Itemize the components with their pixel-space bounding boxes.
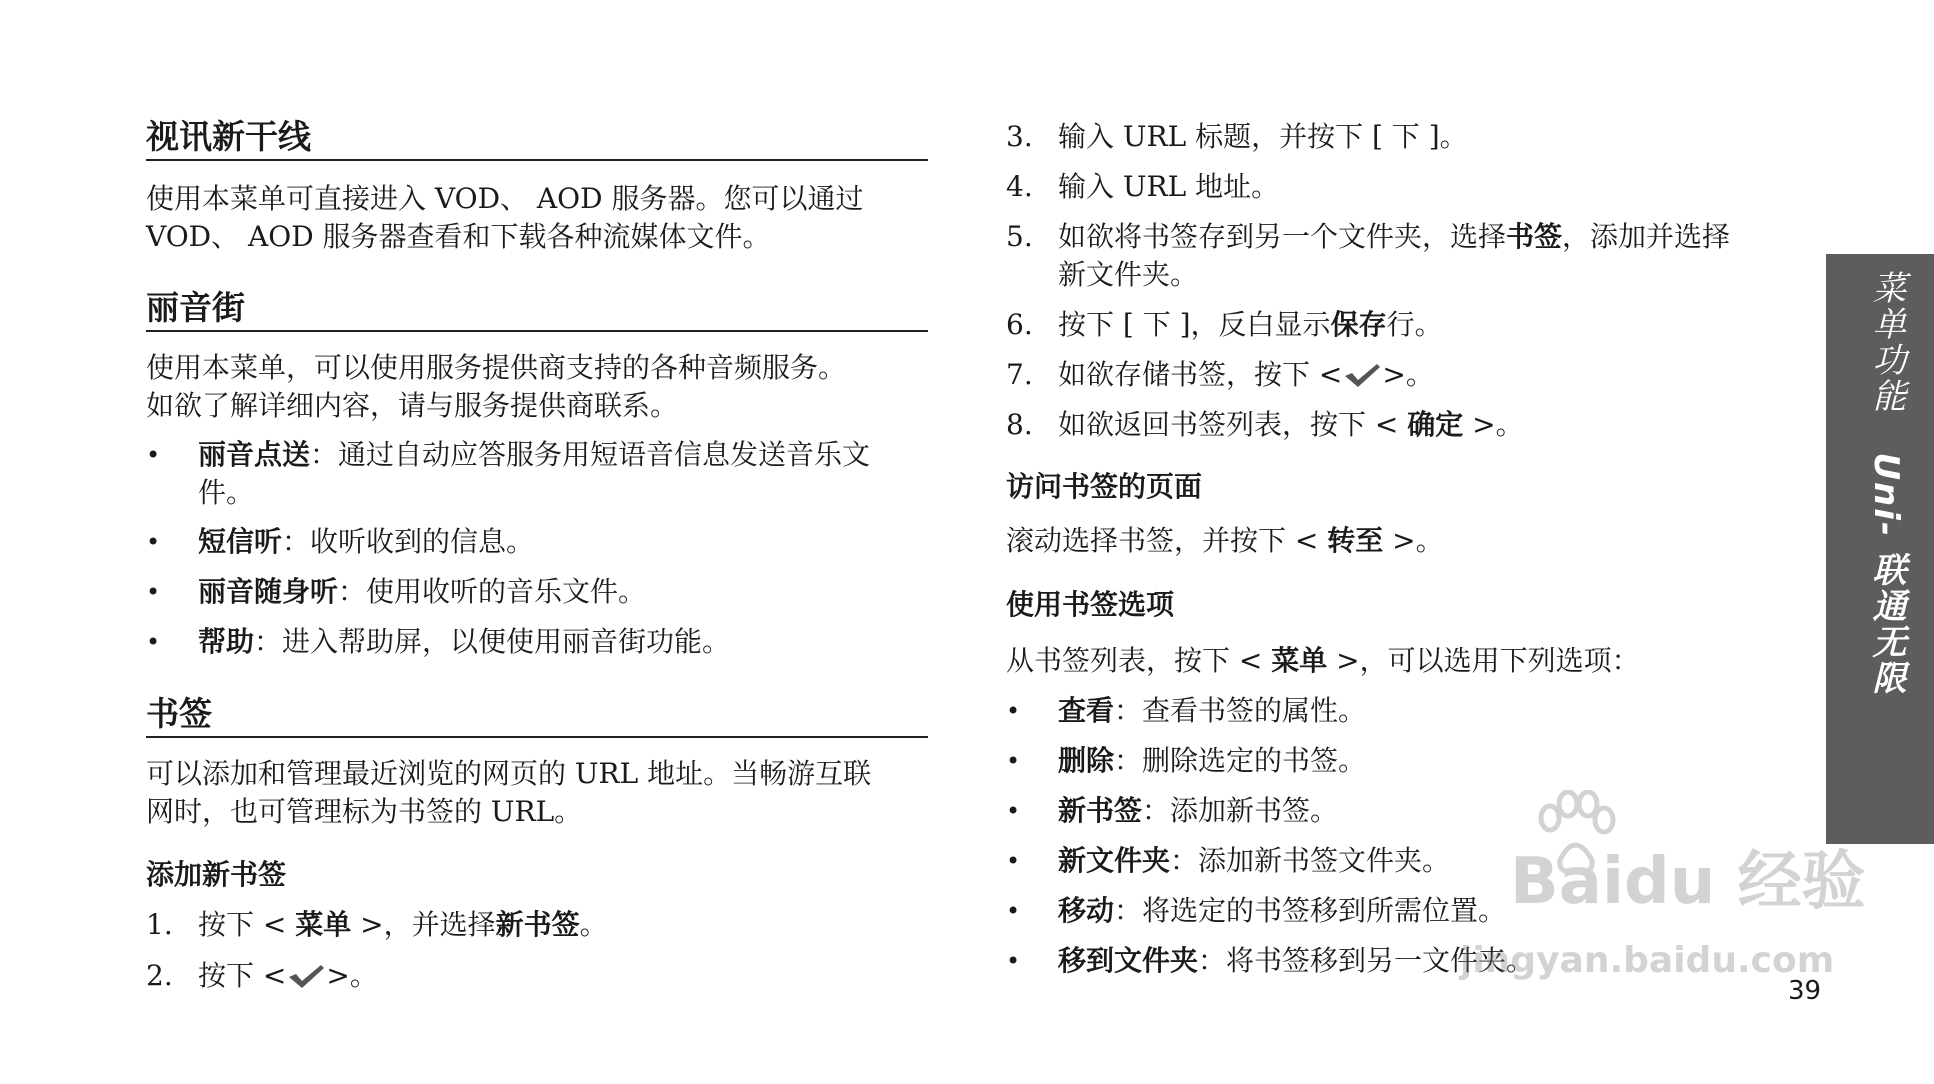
section-text-bookmarks: 可以添加和管理最近浏览的网页的 URL 地址。当畅游互联 网时，也可管理标为书签的 URL。 [146,757,872,828]
step-keyword: 菜单 [295,908,352,941]
item-keyword: 新文件夹 [1058,844,1171,877]
step-text: 按下 < [198,959,287,992]
check-icon [1342,361,1382,389]
item-text: ：删除选定的书签。 [1114,744,1367,777]
bullet: • [1006,947,1021,975]
step-number: 7. [1006,358,1033,391]
keyword: 转至 [1327,524,1384,557]
step-text: 按下 [ 下 ]，反白显示 [1058,308,1331,341]
item-keyword: 移动 [1058,894,1115,927]
item-keyword: 移到文件夹 [1058,944,1199,977]
step-number: 4. [1006,170,1033,203]
step-keyword: 书签 [1506,220,1563,253]
item-text: ：查看书签的属性。 [1114,694,1367,727]
step-number: 6. [1006,308,1033,341]
text: 从书签列表，按下 < [1006,644,1272,677]
bullet: • [1006,697,1021,725]
step-text: 行。 [1386,308,1443,341]
step-keyword: 新书签 [495,908,580,941]
bullet: • [1006,897,1021,925]
bullet: • [146,528,161,556]
step-keyword: 确定 [1407,408,1464,441]
chapter-side-tab [1826,254,1934,844]
bullet: • [1006,847,1021,875]
step-text: 如欲将书签存到另一个文件夹，选择 [1058,220,1507,253]
page-number: 39 [1788,976,1822,1006]
watermark-url: jingyan.baidu.com [1460,940,1835,981]
step-text: >。 [326,959,378,992]
item-text: ：通过自动应答服务用短语音信息发送音乐文 件。 [198,438,871,509]
section-text-music-street: 使用本菜单，可以使用服务提供商支持的各种音频服务。 如欲了解详细内容，请与服务提供商联系。 [146,351,847,422]
chapter-name: 菜单功能 [1866,270,1906,414]
bullet: • [1006,797,1021,825]
item-keyword: 新书签 [1058,794,1143,827]
bullet: • [146,441,161,469]
item-keyword: 帮助 [198,625,255,658]
step-number: 8. [1006,408,1033,441]
bullet: • [146,628,161,656]
item-text: ：使用收听的音乐文件。 [338,575,647,608]
text: >，可以选用下列选项： [1327,644,1640,677]
item-text: ：将选定的书签移到所需位置。 [1114,894,1507,927]
bullet: • [1006,747,1021,775]
item-text: ：将书签移到另一文件夹。 [1198,944,1535,977]
step-text: >。 [1382,358,1434,391]
text: 滚动选择书签，并按下 < [1006,524,1328,557]
section-title-bookmarks: 书签 [146,694,928,738]
section-title-music-street: 丽音街 [146,288,928,332]
section-title-video: 视讯新干线 [146,117,928,161]
step-number: 1. [146,908,173,941]
item-text: ：收听收到的信息。 [282,525,535,558]
bookmark-options-text [1006,642,1640,680]
subheading-visit-bookmark: 访问书签的页面 [1006,470,1203,503]
step-text: 如欲返回书签列表，按下 < [1058,408,1408,441]
section-name: Uni- 联通无限 [1866,452,1906,696]
step-text: 。 [579,908,608,941]
step-text: 如欲存储书签，按下 < [1058,358,1343,391]
step-keyword: 保存 [1330,308,1387,341]
section-text-video: 使用本菜单可直接进入 VOD、 AOD 服务器。您可以通过 VOD、 AOD 服务器查看和下载各种流媒体文件。 [146,182,864,253]
step-text: 输入 URL 标题，并按下 [ 下 ]。 [1058,120,1468,153]
item-text: ：进入帮助屏，以便使用丽音街功能。 [254,625,731,658]
step-number: 2. [146,959,173,992]
item-keyword: 查看 [1058,694,1115,727]
subheading-add-bookmark: 添加新书签 [146,858,287,891]
item-keyword: 丽音点送 [198,438,311,471]
item-keyword: 短信听 [198,525,283,558]
text: >。 [1383,524,1444,557]
step-text: >，并选择 [351,908,496,941]
step-number: 5. [1006,220,1033,253]
step-text: ，添加并选择 新文件夹。 [1058,220,1731,291]
item-keyword: 丽音随身听 [198,575,339,608]
step-text: 按下 < [198,908,296,941]
watermark-brand: Baidu 经验 [1510,845,1866,919]
check-icon [286,962,326,990]
keyword: 菜单 [1271,644,1328,677]
item-text: ：添加新书签。 [1142,794,1339,827]
item-keyword: 删除 [1058,744,1115,777]
bullet: • [146,578,161,606]
step-text: >。 [1463,408,1524,441]
step-text: 输入 URL 地址。 [1058,170,1280,203]
visit-bookmark-text [1006,522,1444,560]
chapter-side-label [1862,270,1911,696]
subheading-bookmark-options: 使用书签选项 [1006,588,1175,621]
item-text: ：添加新书签文件夹。 [1170,844,1451,877]
step-number: 3. [1006,120,1033,153]
